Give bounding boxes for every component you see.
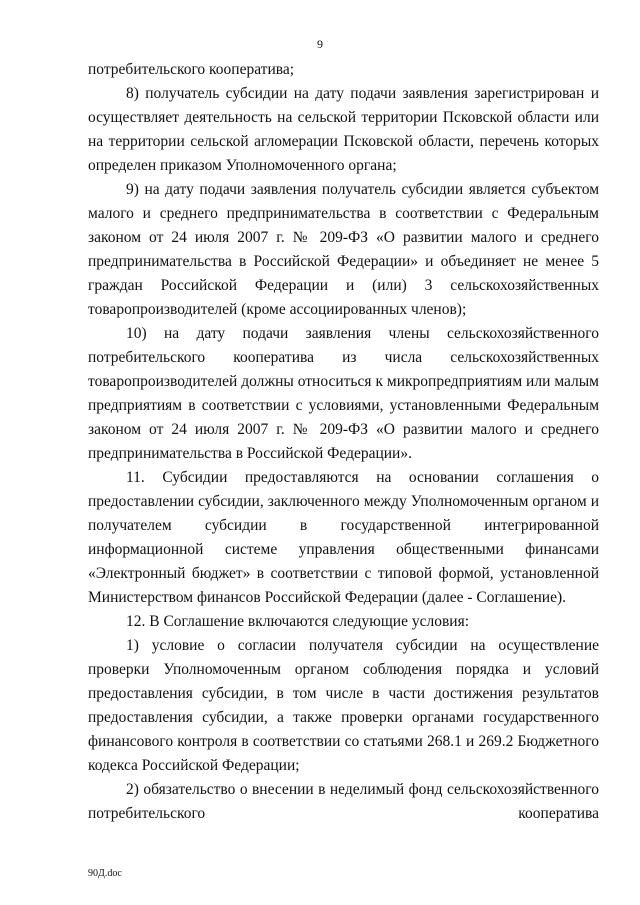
document-body: [88, 58, 599, 826]
paragraph-item-8: 8) получатель субсидии на дату подачи заявления зарегистрирован и осуществляет деятельность на сельской территории Псковской области или на территории сельской агломерации Псковской области, перечень которых определен приказом Уполномоченного органа;: [88, 85, 599, 174]
paragraph-continuation: потребительского кооператива;: [88, 61, 295, 78]
footer-filename: 90Д.doc: [88, 868, 122, 879]
paragraph-condition-2: 2) обязательство о внесении в неделимый фонд сельскохозяйственного потребительского кооператива: [88, 781, 599, 822]
paragraph-section-11: 11. Субсидии предоставляются на основании соглашения о предоставлении субсидии, заключенного между Уполномоченным органом и получателем субсидии в государственной интегрированной информационной системе управления общественными финансами «Электронный бюджет» в соответствии с типовой формой, установленной Министерством финансов Российской Федерации (далее - Соглашение).: [88, 469, 599, 606]
paragraph-section-12: 12. В Соглашение включаются следующие условия:: [126, 613, 470, 630]
paragraph-condition-1: 1) условие о согласии получателя субсидии на осуществление проверки Уполномоченным органом соблюдения порядка и условий предоставления субсидии, в том числе в части достижения результатов предоставления субсидии, а также проверки органами государственного финансового контроля в соответствии со статьями 268.1 и 269.2 Бюджетного кодекса Российской Федерации;: [88, 637, 599, 774]
page-number: 9: [317, 37, 323, 51]
paragraph-item-9: 9) на дату подачи заявления получатель субсидии является субъектом малого и среднего предпринимательства в соответствии с Федеральным законом от 24 июля 2007 г. № 209-ФЗ «О развитии малого и среднего предпринимательства в Российской Федерации» и объединяет не менее 5 граждан Российской Федерации и (или) 3 сельскохозяйственных товаропроизводителей (кроме ассоциированных членов);: [88, 181, 599, 318]
paragraph-item-10: 10) на дату подачи заявления члены сельскохозяйственного потребительского кооператива из числа сельскохозяйственных товаропроизводителей должны относиться к микропредприятиям или малым предприятиям в соответствии с условиями, установленными Федеральным законом от 24 июля 2007 г. № 209-ФЗ «О развитии малого и среднего предпринимательства в Российской Федерации».: [88, 325, 599, 462]
